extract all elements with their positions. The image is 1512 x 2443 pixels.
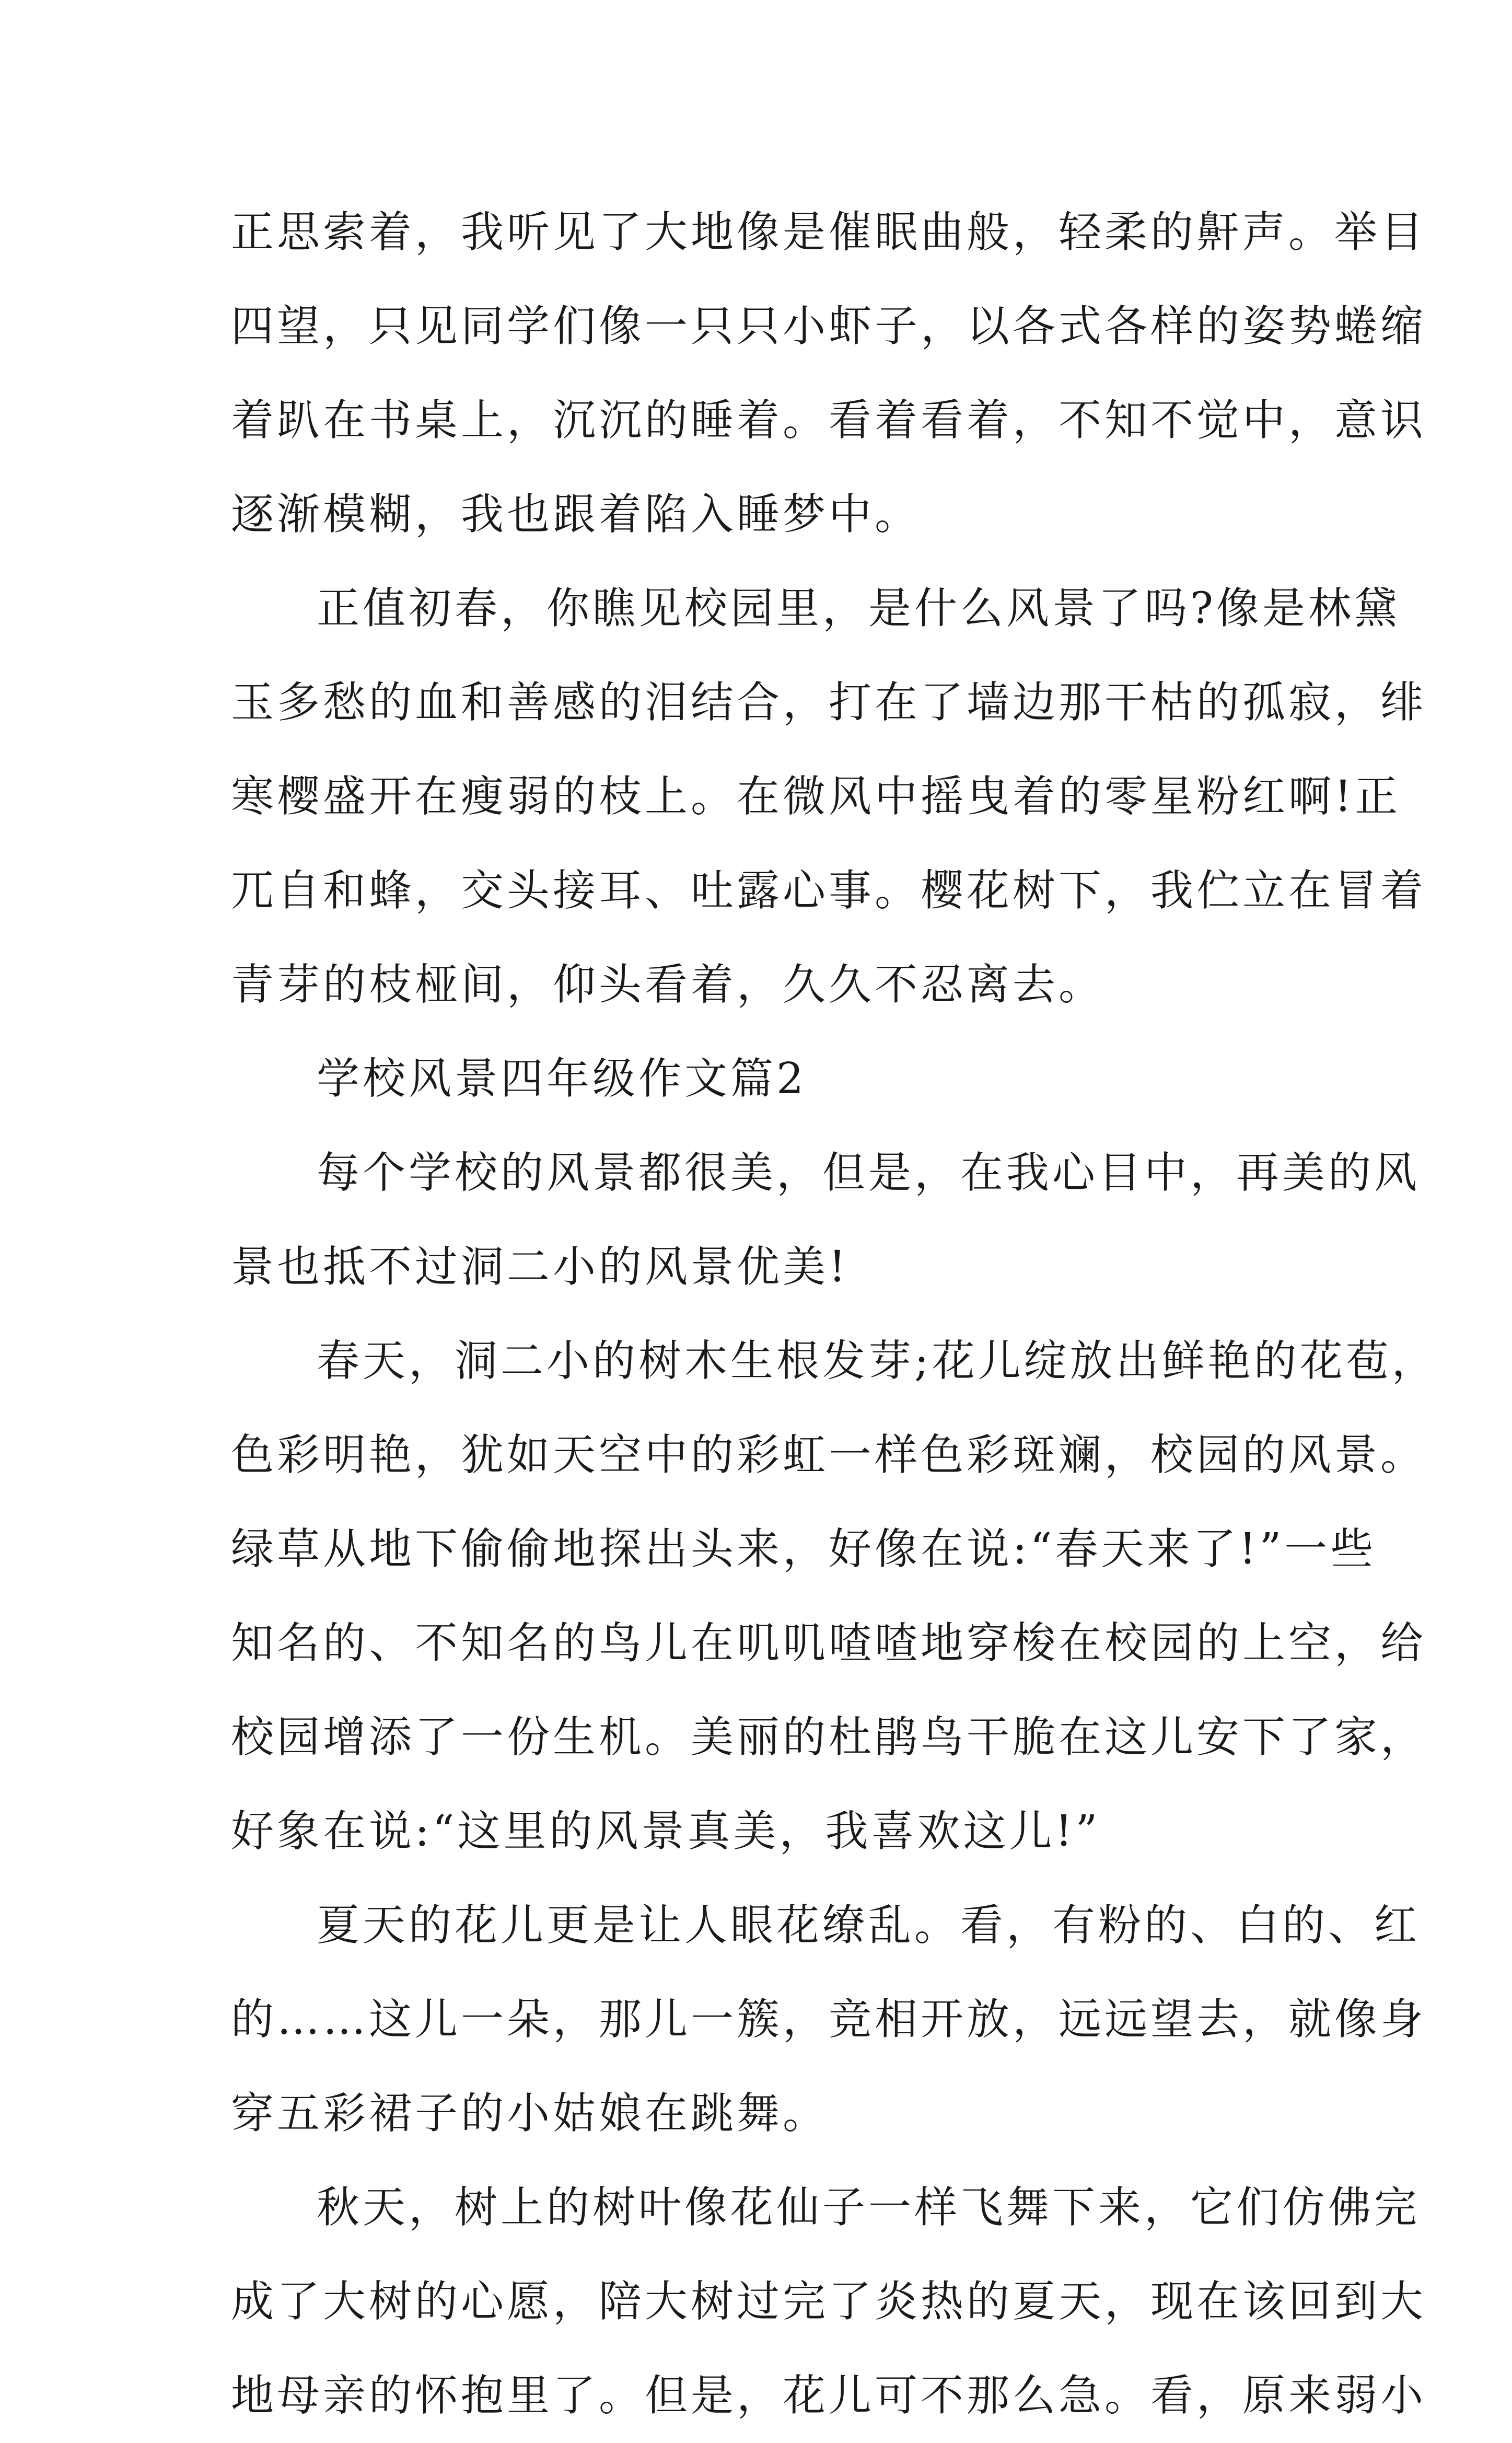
text-line: 秋天，树上的树叶像花仙子一样飞舞下来，它们仿佛完	[317, 2183, 1421, 2232]
text-line: 春天，洞二小的树木生根发芽;花儿绽放出鲜艳的花苞，	[317, 1336, 1438, 1386]
text-line: 成了大树的心愿，陪大树过完了炎热的夏天，现在该回到大	[231, 2277, 1427, 2326]
text-line: 地母亲的怀抱里了。但是，花儿可不那么急。看，原来弱小	[231, 2371, 1427, 2421]
text-line: 色彩明艳，犹如天空中的彩虹一样色彩斑斓，校园的风景。	[231, 1430, 1427, 1480]
text-line: 正思索着，我听见了大地像是催眠曲般，轻柔的鼾声。举目	[231, 207, 1427, 257]
text-line: 好象在说:“这里的风景真美，我喜欢这儿!”	[231, 1807, 1101, 1856]
text-line: 兀自和蜂，交头接耳、吐露心事。樱花树下，我伫立在冒着	[231, 866, 1427, 916]
text-line: 每个学校的风景都很美，但是，在我心目中，再美的风	[317, 1148, 1421, 1198]
text-line: 穿五彩裙子的小姑娘在跳舞。	[231, 2089, 829, 2138]
text-line: 寒樱盛开在瘦弱的枝上。在微风中摇曳着的零星粉红啊!正	[231, 772, 1401, 821]
text-line: 学校风景四年级作文篇2	[317, 1054, 807, 1104]
text-line: 知名的、不知名的鸟儿在叽叽喳喳地穿梭在校园的上空，给	[231, 1618, 1427, 1668]
text-line: 青芽的枝桠间，仰头看着，久久不忍离去。	[231, 960, 1105, 1010]
text-line: 的……这儿一朵，那儿一簇，竞相开放，远远望去，就像身	[231, 1995, 1427, 2044]
text-line: 夏天的花儿更是让人眼花缭乱。看，有粉的、白的、红	[317, 1901, 1421, 1950]
text-line: 正值初春，你瞧见校园里，是什么风景了吗?像是林黛	[317, 584, 1400, 633]
text-line: 逐渐模糊，我也跟着陷入睡梦中。	[231, 490, 921, 539]
text-line: 景也抵不过洞二小的风景优美!	[231, 1242, 849, 1292]
text-line: 校园增添了一份生机。美丽的杜鹃鸟干脆在这儿安下了家，	[231, 1712, 1427, 1762]
essay-body	[231, 186, 1438, 2443]
text-line: 绿草从地下偷偷地探出头来，好像在说:“春天来了!”一些	[231, 1524, 1377, 1574]
text-line: 玉多愁的血和善感的泪结合，打在了墙边那干枯的孤寂，绯	[231, 678, 1427, 727]
text-line: 四望，只见同学们像一只只小虾子，以各式各样的姿势蜷缩	[231, 302, 1427, 351]
text-line: 着趴在书桌上，沉沉的睡着。看着看着，不知不觉中，意识	[231, 396, 1427, 445]
